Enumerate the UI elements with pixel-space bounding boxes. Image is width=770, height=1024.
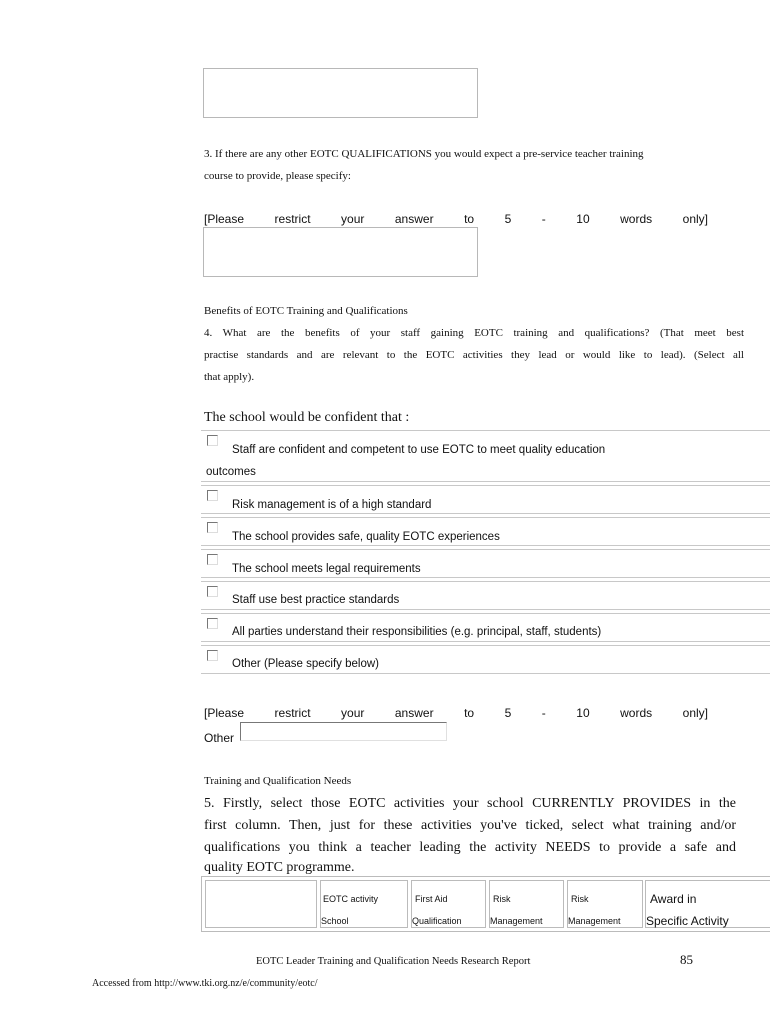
restrict-word: restrict [274, 706, 311, 720]
benefit-option-label: Staff use best practice standards [232, 594, 400, 606]
benefit-option-label: Other (Please specify below) [232, 658, 380, 670]
grid-header-top: Award in [650, 892, 697, 906]
grid-header-cell [645, 880, 770, 928]
benefits-heading: Benefits of EOTC Training and Qualifications [204, 305, 408, 317]
restrict-word: words [620, 706, 653, 720]
benefit-option-label: The school meets legal requirements [232, 563, 421, 575]
grid-header-top: Risk [493, 894, 511, 904]
grid-header-bottom: Management [568, 916, 621, 926]
accessed-from-note: Accessed from http://www.tki.org.nz/e/community/eotc/ [92, 978, 318, 989]
checkbox[interactable] [207, 435, 218, 446]
footer-report-title: EOTC Leader Training and Qualification Needs Research Report [256, 956, 531, 967]
restrict-word: answer [394, 706, 434, 720]
benefit-option-row [201, 581, 770, 610]
question-5-line4: quality EOTC programme. [204, 860, 355, 875]
question-4-line2: practise standards and are relevant to the EOTC activities they lead or would like to lead). (Select all [204, 349, 744, 361]
grid-header-top: Risk [571, 894, 589, 904]
checkbox[interactable] [207, 586, 218, 597]
checkbox[interactable] [207, 554, 218, 565]
benefit-option-row [201, 485, 770, 514]
restrict-word: restrict [274, 212, 311, 226]
grid-header-cell [411, 880, 486, 928]
grid-header-cell [205, 880, 317, 928]
restrict-word: [Please [204, 212, 245, 226]
restrict-word: your [341, 212, 365, 226]
restrict-word: to [464, 212, 475, 226]
grid-header-top: First Aid [415, 894, 448, 904]
benefit-option-label: All parties understand their responsibilities (e.g. principal, staff, students) [232, 626, 602, 638]
benefit-option-row [201, 645, 770, 674]
question-3-line2: course to provide, please specify: [204, 170, 351, 182]
question-4-line1: 4. What are the benefits of your staff gaining EOTC training and qualifications? (That meet best [204, 327, 744, 339]
restrict-instruction [204, 212, 708, 226]
grid-header-cell [489, 880, 564, 928]
question-4-line3: that apply). [204, 371, 255, 383]
benefit-option-label: Risk management is of a high standard [232, 499, 432, 511]
restrict-word: words [620, 212, 653, 226]
page-number: 85 [680, 952, 693, 967]
restrict-word: only] [682, 706, 708, 720]
restrict-word: 10 [576, 212, 590, 226]
checkbox[interactable] [207, 490, 218, 501]
checkbox[interactable] [207, 618, 218, 629]
benefit-options-list [201, 430, 770, 674]
benefit-option-label-cont: outcomes [206, 466, 256, 478]
question-3-line1: 3. If there are any other EOTC QUALIFICATIONS you would expect a pre-service teacher training [204, 148, 644, 160]
restrict-word: answer [394, 212, 434, 226]
restrict-word: your [341, 706, 365, 720]
restrict-word: 5 [504, 706, 512, 720]
restrict-word: only] [682, 212, 708, 226]
grid-header-cell [320, 880, 408, 928]
grid-header-bottom: School [321, 916, 349, 926]
restrict-word: [Please [204, 706, 245, 720]
other-input[interactable] [240, 722, 447, 741]
grid-header-top: EOTC activity [323, 894, 379, 904]
confident-heading: The school would be confident that : [204, 410, 410, 425]
checkbox[interactable] [207, 650, 218, 661]
checkbox[interactable] [207, 522, 218, 533]
restrict-word: 5 [504, 212, 512, 226]
other-label: Other [204, 731, 235, 745]
benefit-option-label: Staff are confident and competent to use EOTC to meet quality education [232, 444, 606, 456]
restrict-word: to [464, 706, 475, 720]
question-5-line2: first column. Then, just for these activities you've ticked, select what training and/or [204, 818, 736, 833]
benefit-option-row [201, 613, 770, 642]
benefit-option-row [201, 549, 770, 578]
restrict-word: - [541, 706, 546, 720]
activity-grid [201, 876, 770, 932]
grid-header-cell [567, 880, 643, 928]
restrict-word: - [541, 212, 546, 226]
grid-header-bottom: Specific Activity [646, 914, 729, 928]
grid-header-bottom: Management [490, 916, 543, 926]
benefit-option-row [201, 430, 770, 482]
answer-textbox-top[interactable] [203, 68, 478, 118]
benefit-option-row [201, 517, 770, 546]
question-3-answer-textbox[interactable] [203, 227, 478, 277]
benefit-option-label: The school provides safe, quality EOTC experiences [232, 531, 500, 543]
restrict-word: 10 [576, 706, 590, 720]
grid-header-bottom: Qualification [412, 916, 462, 926]
question-5-line3: qualifications you think a teacher leading the activity NEEDS to provide a safe and [204, 840, 736, 855]
training-needs-heading: Training and Qualification Needs [204, 775, 352, 787]
question-5-line1: 5. Firstly, select those EOTC activities your school CURRENTLY PROVIDES in the [204, 796, 736, 811]
restrict-instruction-other [204, 706, 708, 720]
